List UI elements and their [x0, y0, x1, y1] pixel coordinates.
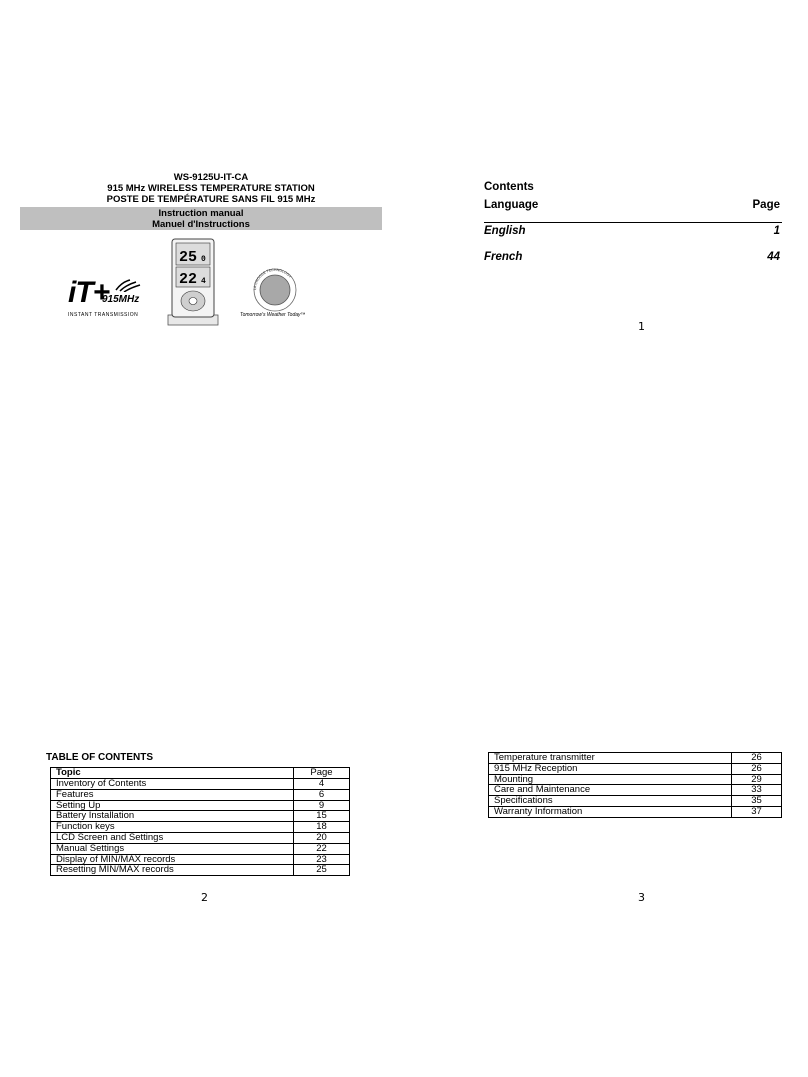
toc-topic: Warranty Information	[489, 806, 732, 817]
toc-row	[51, 800, 350, 811]
toc-topic: LCD Screen and Settings	[51, 832, 294, 843]
toc-page: 33	[732, 785, 782, 796]
toc-topic: 915 MHz Reception	[489, 763, 732, 774]
toc-topic: Manual Settings	[51, 843, 294, 854]
toc-page: 9	[294, 800, 350, 811]
page-number-3: 3	[638, 891, 645, 904]
toc-row	[51, 843, 350, 854]
it-plus-logo	[66, 276, 150, 320]
toc-col-topic: Topic	[51, 768, 294, 779]
toc-row	[51, 822, 350, 833]
device-temp-bottom-dec: 4	[201, 277, 206, 286]
toc-topic: Battery Installation	[51, 811, 294, 822]
toc-page: 18	[294, 822, 350, 833]
toc-page: 25	[294, 865, 350, 876]
device-temp-top-dec: 0	[201, 255, 206, 264]
toc-page: 29	[732, 774, 782, 785]
contents-page: 1	[773, 225, 780, 237]
brand-logo	[238, 268, 318, 330]
contents-page: 44	[767, 251, 780, 263]
toc-topic: Features	[51, 789, 294, 800]
product-title-fr: POSTE DE TEMPÉRATURE SANS FIL 915 MHz	[106, 194, 316, 205]
toc-page: 15	[294, 811, 350, 822]
toc-page: 20	[294, 832, 350, 843]
toc-topic: Inventory of Contents	[51, 779, 294, 790]
toc-page: 26	[732, 763, 782, 774]
manual-title-en: Instruction manual	[158, 208, 244, 219]
page-number-1: 1	[638, 320, 645, 333]
manual-title-band	[20, 207, 382, 230]
toc-topic: Setting Up	[51, 800, 294, 811]
toc-row	[51, 865, 350, 876]
toc-col-page: Page	[294, 768, 350, 779]
toc-row	[51, 779, 350, 790]
toc-page: 23	[294, 854, 350, 865]
toc-row	[489, 774, 782, 785]
toc-topic: Mounting	[489, 774, 732, 785]
toc-topic: Care and Maintenance	[489, 785, 732, 796]
brand-ring-text: LA CROSSE TECHNOLOGY	[252, 268, 293, 291]
toc-row	[489, 785, 782, 796]
toc-row	[51, 811, 350, 822]
contents-col-page: Page	[752, 199, 780, 211]
toc-table-left	[50, 767, 350, 876]
toc-topic: Specifications	[489, 796, 732, 807]
toc-row	[489, 796, 782, 807]
toc-topic: Temperature transmitter	[489, 753, 732, 764]
toc-row	[51, 832, 350, 843]
toc-heading: TABLE OF CONTENTS	[46, 752, 154, 763]
toc-table-right	[488, 752, 782, 818]
toc-topic: Display of MIN/MAX records	[51, 854, 294, 865]
toc-row	[489, 753, 782, 764]
toc-page: 22	[294, 843, 350, 854]
toc-row	[489, 763, 782, 774]
contents-divider	[484, 222, 782, 223]
globe-icon	[250, 268, 300, 312]
it-logo-main: iT+	[68, 276, 110, 309]
toc-row	[51, 789, 350, 800]
device-temp-bottom: 22	[179, 271, 198, 288]
model-number: WS-9125U-IT-CA	[173, 172, 249, 183]
product-title-en: 915 MHz WIRELESS TEMPERATURE STATION	[107, 183, 315, 194]
manual-title-fr: Manuel d'Instructions	[152, 219, 250, 230]
toc-page: 26	[732, 753, 782, 764]
toc-page: 37	[732, 806, 782, 817]
device-temp-top: 25	[179, 249, 198, 266]
contents-title: Contents	[484, 181, 534, 193]
page-number-2: 2	[201, 891, 208, 904]
it-logo-sub: INSTANT TRANSMISSION	[68, 312, 139, 318]
toc-page: 4	[294, 779, 350, 790]
contents-language: English	[484, 225, 526, 237]
toc-page: 35	[732, 796, 782, 807]
toc-page: 6	[294, 789, 350, 800]
toc-topic: Resetting MIN/MAX records	[51, 865, 294, 876]
brand-tagline: Tomorrow's Weather Today™	[240, 312, 306, 318]
it-logo-band: 915MHz	[102, 294, 140, 305]
signal-waves-icon	[112, 276, 142, 292]
toc-header-row	[51, 768, 350, 779]
contents-col-language: Language	[484, 199, 539, 211]
contents-language: French	[484, 251, 523, 263]
toc-row	[51, 854, 350, 865]
toc-topic: Function keys	[51, 822, 294, 833]
weather-station-image	[164, 237, 222, 327]
toc-row	[489, 806, 782, 817]
